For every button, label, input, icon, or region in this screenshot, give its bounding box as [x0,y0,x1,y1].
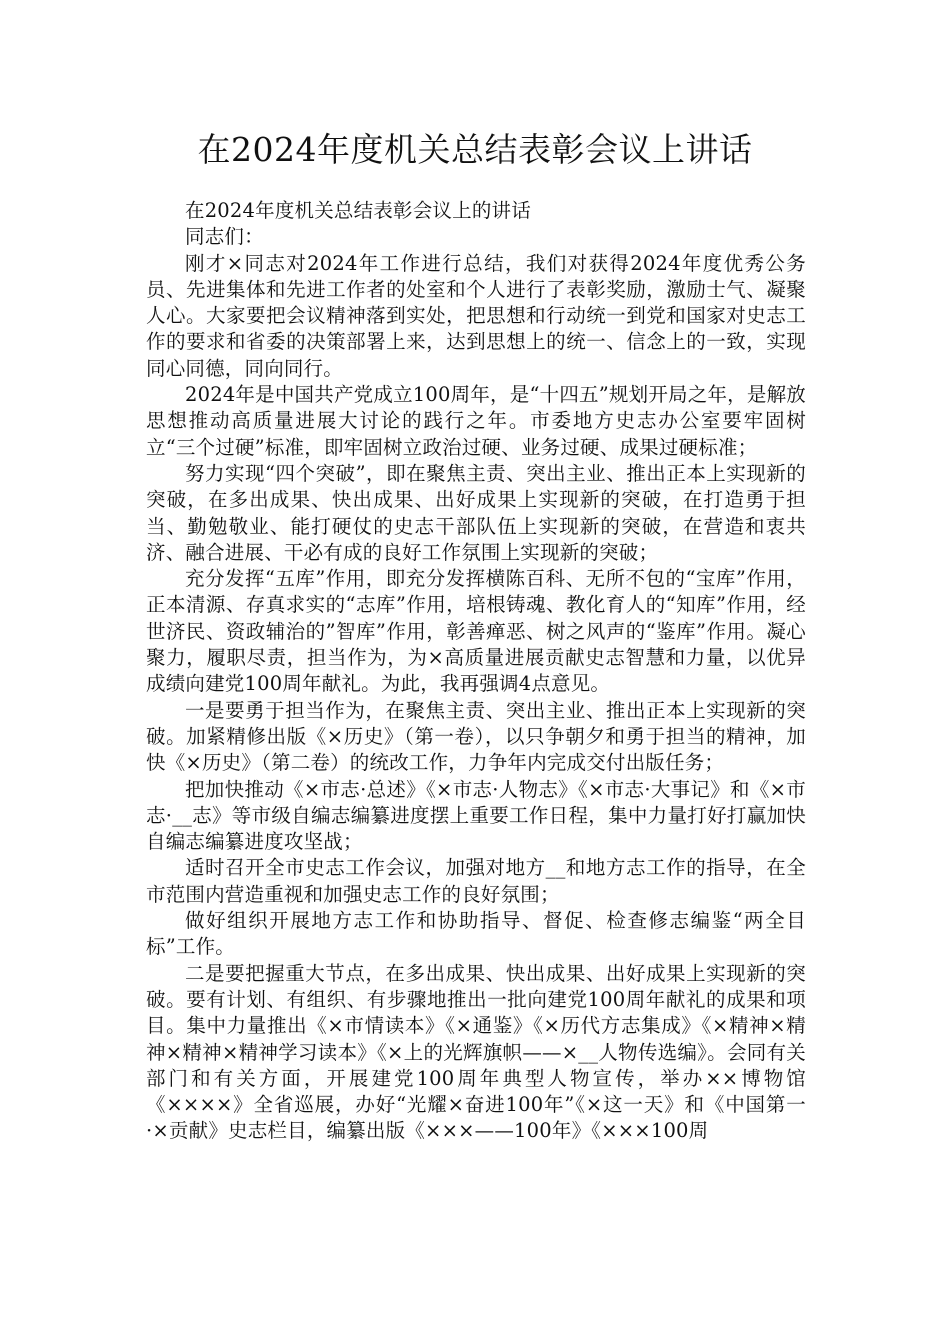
paragraph: 把加快推动《×市志·总述》《×市志·人物志》《×市志·大事记》和《×市志·__志》等市级自编志编纂进度摆上重要工作日程，集中力量打好打赢加快自编志编纂进度攻坚战； [146,777,806,854]
document-body [146,198,806,1145]
paragraph-salutation: 同志们： [185,225,264,249]
document-title: 在2024年度机关总结表彰会议上讲话 [197,130,753,169]
paragraph: 适时召开全市史志工作会议，加强对地方__和地方志工作的指导，在全市范围内营造重视和加强史志工作的良好氛围； [146,856,806,906]
paragraph: 二是要把握重大节点，在多出成果、快出成果、出好成果上实现新的突破。要有计划、有组织、有步骤地推出一批向建党100周年献礼的成果和项目。集中力量推出《×市情读本》《×通鉴》《×历代方志集成》《×精神×精神×精神×精神学习读本》《×上的光辉旗帜——×__人物传选编》。会同有关部门和有关方面，开展建党100周年典型人物宣传，举办××博物馆《××××》全省巡展，办好“光耀×奋进100年”《×这一天》和《中国第一·×贡献》史志栏目，编纂出版《×××——100年》《×××100周 [146,961,806,1143]
paragraph: 做好组织开展地方志工作和协助指导、督促、检查修志编鉴“两全目标”工作。 [146,909,806,959]
paragraph: 一是要勇于担当作为，在聚焦主责、突出主业、推出正本上实现新的突破。加紧精修出版《×历史》（第一卷），以只争朝夕和勇于担当的精神，加快《×历史》（第二卷）的统改工作，力争年内完成交付出版任务； [146,698,806,775]
paragraph: 努力实现“四个突破”，即在聚焦主责、突出主业、推出正本上实现新的突破，在多出成果、快出成果、出好成果上实现新的突破，在打造勇于担当、勤勉敬业、能打硬仗的史志干部队伍上实现新的突破，在营造和衷共济、融合进展、干必有成的良好工作氛围上实现新的突破； [146,461,806,564]
paragraph-subtitle: 在2024年度机关总结表彰会议上的讲话 [185,199,531,222]
paragraph: 2024年是中国共产党成立100周年，是“十四五”规划开局之年，是解放思想推动高质量进展大讨论的践行之年。市委地方史志办公室要牢固树立“三个过硬”标准，即牢固树立政治过硬、业务过硬、成果过硬标准； [146,383,806,459]
paragraph: 充分发挥“五库”作用，即充分发挥横陈百科、无所不包的“宝库”作用，正本清源、存真求实的“志库”作用，培根铸魂、教化育人的“知库”作用，经世济民、资政辅治的”智库”作用，彰善瘅恶、树之风声的“鉴库”作用。凝心聚力，履职尽责，担当作为，为×高质量进展贡献史志智慧和力量，以优异成绩向建党100周年献礼。为此，我再强调4点意见。 [146,567,806,696]
paragraph: 刚才×同志对2024年工作进行总结，我们对获得2024年度优秀公务员、先进集体和先进工作者的处室和个人进行了表彰奖励，激励士气、凝聚人心。大家要把会议精神落到实处，把思想和行动统一到党和国家对史志工作的要求和省委的决策部署上来，达到思想上的统一、信念上的一致，实现同心同德，同向同行。 [146,251,806,380]
